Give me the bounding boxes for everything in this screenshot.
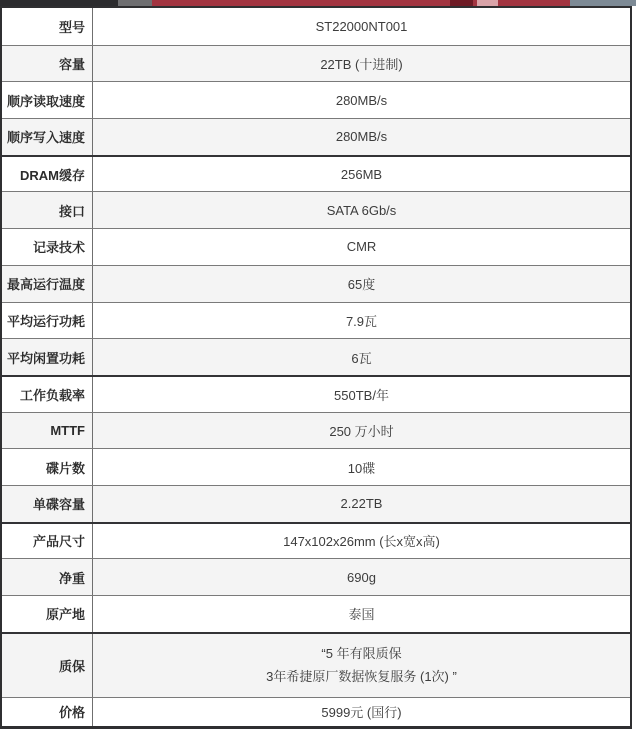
spec-row-per-platter-capacity bbox=[2, 485, 630, 522]
spec-label: DRAM缓存 bbox=[2, 157, 93, 192]
spec-label: 型号 bbox=[2, 8, 93, 45]
spec-label: 平均闲置功耗 bbox=[2, 339, 93, 375]
spec-value: CMR bbox=[346, 239, 377, 255]
spec-row-workload-rate bbox=[2, 375, 630, 412]
spec-value: 22TB (十进制) bbox=[320, 57, 403, 73]
spec-row-interface bbox=[2, 191, 630, 228]
spec-row-net-weight bbox=[2, 558, 630, 595]
spec-row-avg-operating-power bbox=[2, 302, 630, 339]
spec-label: 净重 bbox=[2, 559, 93, 595]
spec-value: 147x102x26mm (长x宽x高) bbox=[283, 534, 440, 550]
spec-row-avg-idle-power bbox=[2, 338, 630, 375]
spec-label: 顺序写入速度 bbox=[2, 119, 93, 155]
spec-label: 平均运行功耗 bbox=[2, 303, 93, 339]
spec-value: 690g bbox=[347, 569, 376, 585]
spec-value: 2.22TB bbox=[340, 496, 383, 512]
spec-row-recording-tech bbox=[2, 228, 630, 265]
spec-label: 单碟容量 bbox=[2, 486, 93, 522]
spec-value: 泰国 bbox=[348, 607, 375, 623]
spec-label: 容量 bbox=[2, 46, 93, 82]
spec-value: 250 万小时 bbox=[329, 423, 394, 439]
spec-row-mttf bbox=[2, 412, 630, 449]
spec-label: 顺序读取速度 bbox=[2, 82, 93, 118]
spec-row-platter-count bbox=[2, 448, 630, 485]
spec-value: 550TB/年 bbox=[334, 387, 389, 403]
spec-row-seq-read bbox=[2, 81, 630, 118]
spec-row-dimensions bbox=[2, 522, 630, 559]
spec-row-country-of-origin bbox=[2, 595, 630, 632]
spec-row-model bbox=[2, 8, 630, 45]
spec-label: 最高运行温度 bbox=[2, 266, 93, 302]
spec-label: 碟片数 bbox=[2, 449, 93, 485]
spec-label: 产品尺寸 bbox=[2, 524, 93, 559]
spec-row-max-temp bbox=[2, 265, 630, 302]
spec-value: 256MB bbox=[340, 166, 383, 182]
spec-value: 280MB/s bbox=[335, 92, 388, 108]
spec-label: 价格 bbox=[2, 698, 93, 726]
spec-label: 质保 bbox=[2, 634, 93, 697]
spec-value: 6瓦 bbox=[351, 350, 372, 366]
spec-value bbox=[93, 634, 630, 697]
spec-label: MTTF bbox=[2, 413, 93, 449]
spec-row-seq-write bbox=[2, 118, 630, 155]
spec-table bbox=[0, 6, 632, 729]
spec-label: 原产地 bbox=[2, 596, 93, 632]
spec-value: 280MB/s bbox=[335, 129, 388, 145]
spec-value: 65度 bbox=[347, 277, 376, 293]
spec-label: 工作负载率 bbox=[2, 377, 93, 412]
spec-row-warranty bbox=[2, 632, 630, 697]
warranty-line-1: “5 年有限质保 bbox=[321, 645, 402, 661]
spec-label: 记录技术 bbox=[2, 229, 93, 265]
spec-value: ST22000NT001 bbox=[315, 18, 408, 34]
spec-value: 5999元 (国行) bbox=[321, 705, 402, 721]
spec-value: 7.9瓦 bbox=[345, 313, 378, 329]
spec-label: 接口 bbox=[2, 192, 93, 228]
spec-row-price bbox=[2, 697, 630, 726]
spec-row-dram-cache bbox=[2, 155, 630, 192]
warranty-line-2: 3年希捷原厂数据恢复服务 (1次) ” bbox=[266, 669, 457, 685]
spec-row-capacity bbox=[2, 45, 630, 82]
spec-value: SATA 6Gb/s bbox=[326, 202, 397, 218]
spec-value: 10碟 bbox=[347, 460, 376, 476]
